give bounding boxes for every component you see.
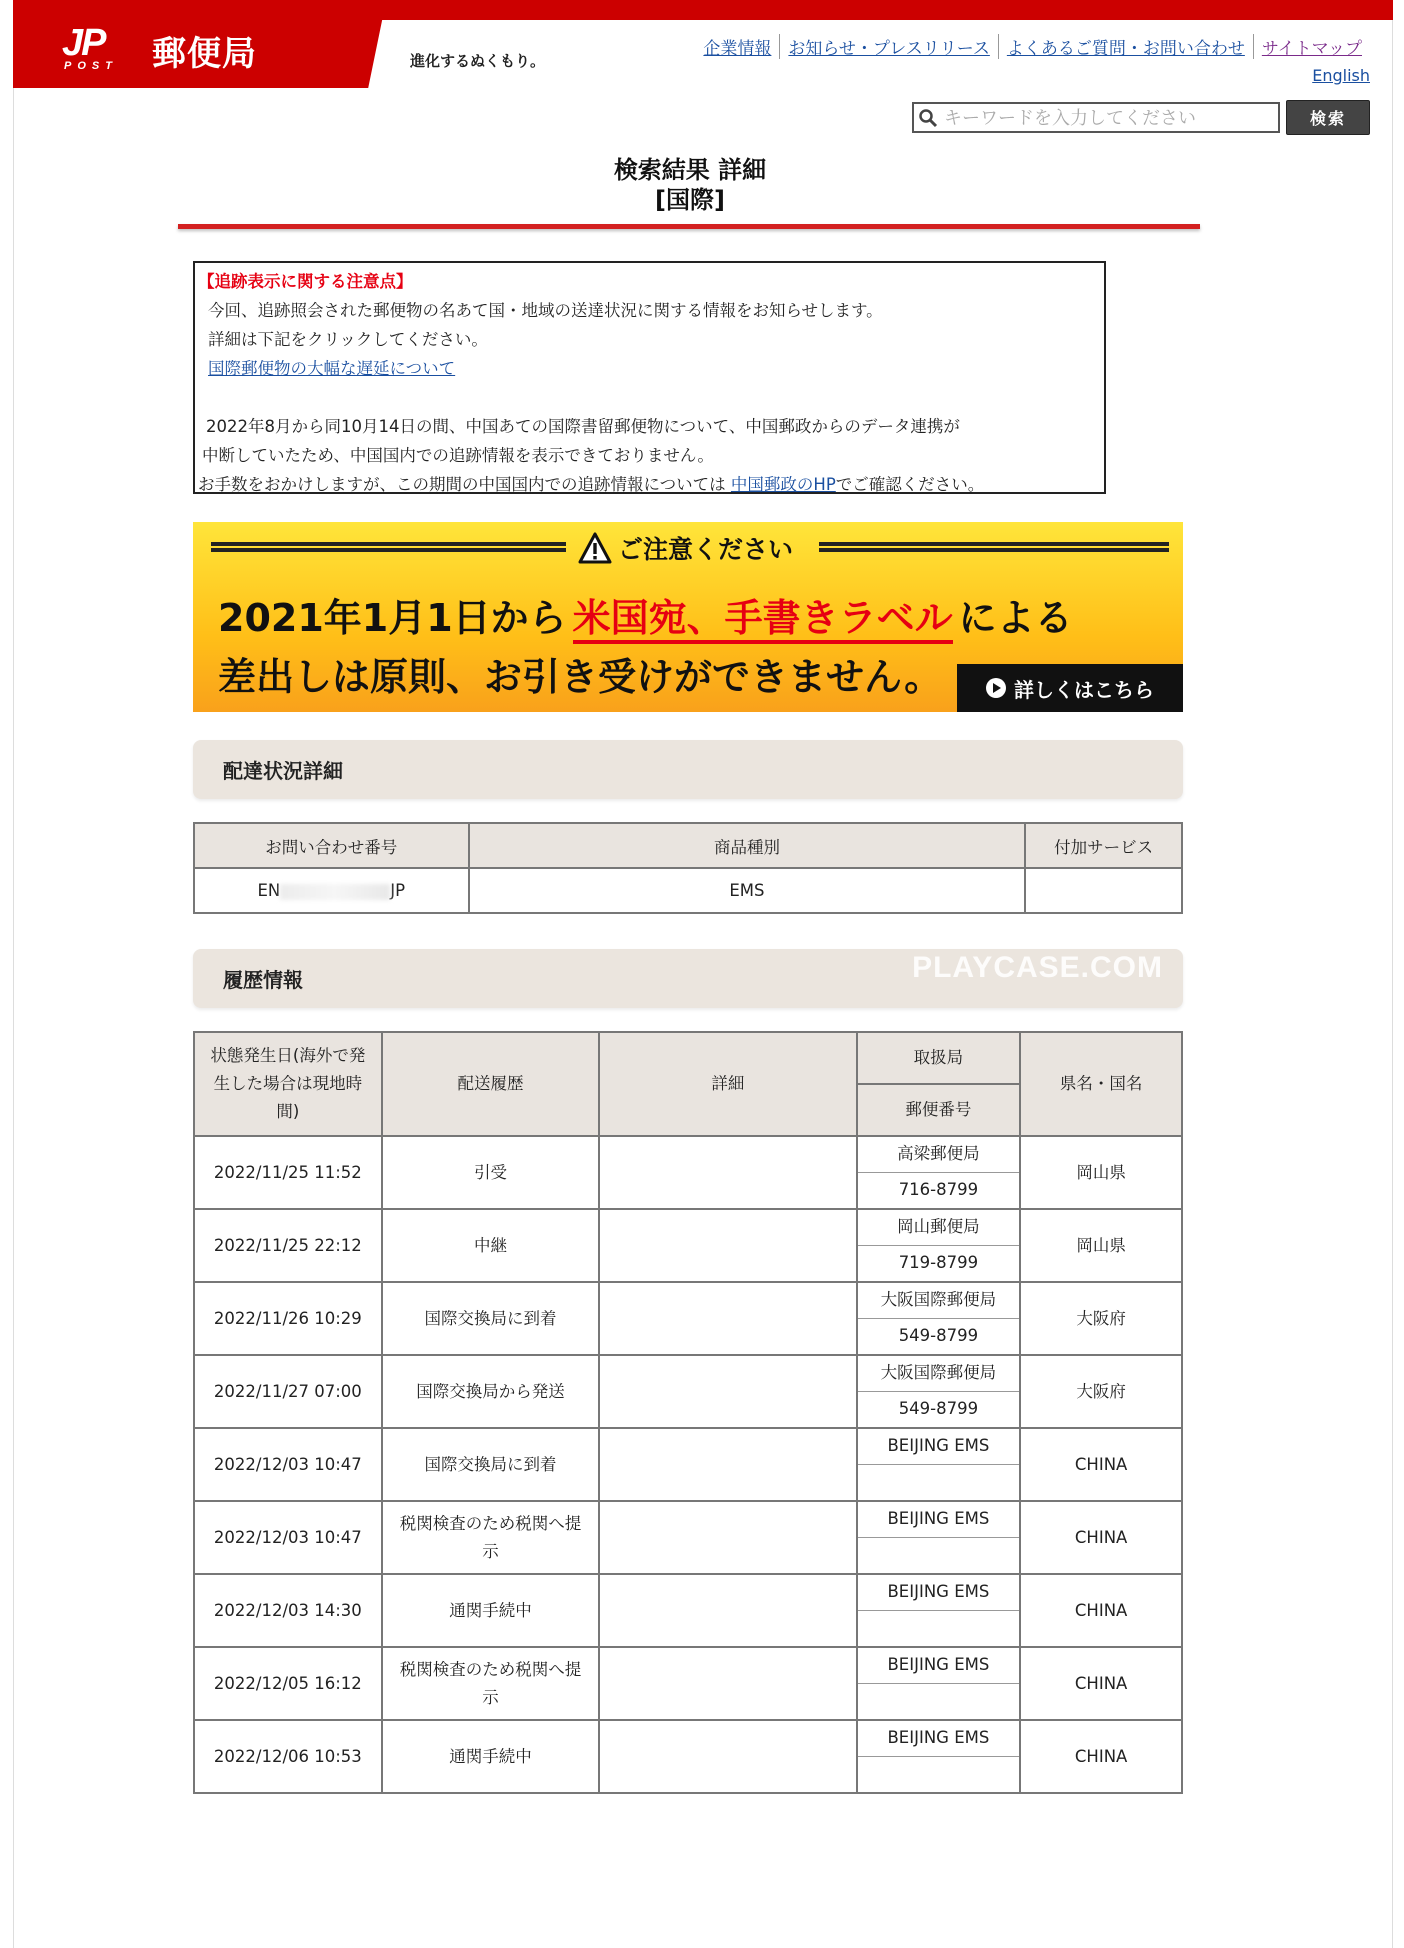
history-row bbox=[194, 1428, 1182, 1464]
row-region: 岡山県 bbox=[1020, 1136, 1182, 1209]
row-zip bbox=[857, 1683, 1021, 1720]
header-status: 配送履歴 bbox=[382, 1032, 600, 1136]
banner-stripe-right bbox=[819, 542, 1169, 552]
product-type: EMS bbox=[469, 868, 1026, 913]
row-status: 税関検査のため税関へ提示 bbox=[382, 1647, 600, 1720]
notice-line3: 2022年8月から同10月14日の間、中国あての国際書留郵便物について、中国郵政からのデータ連携が bbox=[206, 417, 960, 436]
row-detail bbox=[599, 1501, 856, 1574]
history-heading bbox=[193, 949, 1183, 1008]
row-date: 2022/12/03 14:30 bbox=[194, 1574, 382, 1647]
notice-line5-pre: お手数をおかけしますが、この期間の中国国内での追跡情報については bbox=[198, 475, 726, 494]
page-title bbox=[178, 155, 1202, 215]
history-row bbox=[194, 1720, 1182, 1756]
delivery-summary-table bbox=[193, 822, 1183, 914]
row-office: BEIJING EMS bbox=[857, 1720, 1021, 1756]
nav-link-sitemap[interactable]: サイトマップ bbox=[1253, 34, 1370, 59]
row-zip bbox=[857, 1464, 1021, 1501]
row-detail bbox=[599, 1355, 856, 1428]
page-title-line2: [国際] bbox=[655, 186, 725, 214]
row-status: 税関検査のため税関へ提示 bbox=[382, 1501, 600, 1574]
search-icon bbox=[918, 108, 938, 128]
row-office: BEIJING EMS bbox=[857, 1501, 1021, 1537]
row-zip: 549-8799 bbox=[857, 1391, 1021, 1428]
row-office: 高梁郵便局 bbox=[857, 1136, 1021, 1172]
row-zip bbox=[857, 1537, 1021, 1574]
row-status: 国際交換局から発送 bbox=[382, 1355, 600, 1428]
jp-post-logo-mark[interactable]: JP bbox=[62, 22, 105, 64]
row-zip: 549-8799 bbox=[857, 1318, 1021, 1355]
row-region: 大阪府 bbox=[1020, 1355, 1182, 1428]
row-office: BEIJING EMS bbox=[857, 1647, 1021, 1683]
notice-line5-post: でご確認ください。 bbox=[835, 475, 985, 494]
history-row bbox=[194, 1209, 1182, 1245]
row-zip: 719-8799 bbox=[857, 1245, 1021, 1282]
banner-line1-highlight: 米国宛、手書きラベル bbox=[573, 596, 953, 644]
header-office: 取扱局 bbox=[857, 1032, 1021, 1084]
row-zip: 716-8799 bbox=[857, 1172, 1021, 1209]
banner-caution-text: ご注意ください bbox=[618, 535, 794, 564]
row-detail bbox=[599, 1720, 856, 1793]
history-heading-text: 履歴情報 bbox=[223, 968, 303, 992]
row-office: 岡山郵便局 bbox=[857, 1209, 1021, 1245]
notice-delay-link[interactable]: 国際郵便物の大幅な遅延について bbox=[208, 359, 456, 378]
banner-more-label: 詳しくはこちら bbox=[1014, 677, 1154, 702]
row-status: 国際交換局に到着 bbox=[382, 1282, 600, 1355]
banner-caution bbox=[578, 530, 793, 566]
row-office: 大阪国際郵便局 bbox=[857, 1355, 1021, 1391]
header-date: 状態発生日(海外で発生した場合は現地時間) bbox=[194, 1032, 382, 1136]
history-row bbox=[194, 1574, 1182, 1610]
nav-link-faq[interactable]: よくあるご質問・お問い合わせ bbox=[998, 34, 1253, 59]
header-region: 県名・国名 bbox=[1020, 1032, 1182, 1136]
warning-icon bbox=[578, 532, 612, 564]
history-body bbox=[194, 1136, 1182, 1793]
banner-line1 bbox=[218, 587, 1073, 642]
header-additional-service: 付加サービス bbox=[1025, 823, 1182, 868]
banner-line2: 差出しは原則、お引き受けができません。 bbox=[218, 655, 943, 699]
row-detail bbox=[599, 1136, 856, 1209]
row-zip bbox=[857, 1610, 1021, 1647]
delivery-status-heading bbox=[193, 740, 1183, 799]
english-link[interactable]: English bbox=[1312, 66, 1370, 85]
notice-line5 bbox=[198, 470, 1102, 499]
header-tracking-number: お問い合わせ番号 bbox=[194, 823, 469, 868]
history-header-row bbox=[194, 1032, 1182, 1084]
page-title-line1: 検索結果 詳細 bbox=[613, 156, 767, 184]
history-row bbox=[194, 1282, 1182, 1318]
post-logo-text: POST bbox=[64, 60, 118, 72]
row-detail bbox=[599, 1647, 856, 1720]
tagline: 進化するぬくもり。 bbox=[410, 52, 546, 70]
summary-row bbox=[194, 868, 1182, 913]
row-date: 2022/12/05 16:12 bbox=[194, 1647, 382, 1720]
row-region: CHINA bbox=[1020, 1720, 1182, 1793]
row-region: CHINA bbox=[1020, 1647, 1182, 1720]
header-product-type: 商品種別 bbox=[469, 823, 1026, 868]
tracking-suffix: JP bbox=[390, 881, 406, 900]
row-date: 2022/12/06 10:53 bbox=[194, 1720, 382, 1793]
additional-service bbox=[1025, 868, 1182, 913]
row-region: CHINA bbox=[1020, 1501, 1182, 1574]
row-detail bbox=[599, 1574, 856, 1647]
search-button[interactable]: 検索 bbox=[1286, 100, 1370, 135]
banner-line1-pre: 2021年1月1日から bbox=[218, 596, 567, 640]
row-status: 引受 bbox=[382, 1136, 600, 1209]
banner-more-button[interactable] bbox=[957, 664, 1183, 712]
row-office: BEIJING EMS bbox=[857, 1428, 1021, 1464]
history-row bbox=[194, 1136, 1182, 1172]
row-region: 大阪府 bbox=[1020, 1282, 1182, 1355]
row-office: 大阪国際郵便局 bbox=[857, 1282, 1021, 1318]
history-row bbox=[194, 1355, 1182, 1391]
tracking-prefix: EN bbox=[257, 881, 281, 900]
tracking-notice-box bbox=[193, 261, 1106, 494]
row-date: 2022/11/26 10:29 bbox=[194, 1282, 382, 1355]
history-table bbox=[193, 1031, 1183, 1794]
nav-link-company[interactable]: 企業情報 bbox=[703, 39, 772, 59]
row-status: 国際交換局に到着 bbox=[382, 1428, 600, 1501]
tracking-number bbox=[194, 868, 469, 913]
nav-link-news[interactable]: お知らせ・プレスリリース bbox=[779, 34, 997, 59]
notice-line4: 中断していたため、中国国内での追跡情報を表示できておりません。 bbox=[202, 446, 714, 465]
row-date: 2022/11/25 11:52 bbox=[194, 1136, 382, 1209]
row-date: 2022/12/03 10:47 bbox=[194, 1428, 382, 1501]
row-detail bbox=[599, 1282, 856, 1355]
title-divider bbox=[178, 224, 1200, 229]
watermark: PLAYCASE.COM bbox=[912, 951, 1163, 984]
tracking-redacted bbox=[280, 884, 390, 900]
row-status: 中継 bbox=[382, 1209, 600, 1282]
row-status: 通関手続中 bbox=[382, 1574, 600, 1647]
header-detail: 詳細 bbox=[599, 1032, 856, 1136]
row-detail bbox=[599, 1428, 856, 1501]
banner-stripe-left bbox=[211, 542, 566, 552]
row-date: 2022/12/03 10:47 bbox=[194, 1501, 382, 1574]
delivery-status-heading-text: 配達状況詳細 bbox=[223, 759, 343, 783]
row-date: 2022/11/27 07:00 bbox=[194, 1355, 382, 1428]
search-box bbox=[912, 102, 1280, 133]
row-detail bbox=[599, 1209, 856, 1282]
china-post-link[interactable]: 中国郵政のHP bbox=[730, 475, 836, 494]
brand-name[interactable]: 郵便局 bbox=[152, 34, 257, 74]
row-date: 2022/11/25 22:12 bbox=[194, 1209, 382, 1282]
banner-line1-post: による bbox=[958, 596, 1073, 640]
row-region: CHINA bbox=[1020, 1428, 1182, 1501]
row-status: 通関手続中 bbox=[382, 1720, 600, 1793]
row-zip bbox=[857, 1756, 1021, 1793]
row-region: CHINA bbox=[1020, 1574, 1182, 1647]
header-zip: 郵便番号 bbox=[857, 1084, 1021, 1136]
search-input[interactable] bbox=[944, 106, 1274, 130]
arrow-circle-icon bbox=[986, 678, 1006, 698]
notice-line1: 今回、追跡照会された郵便物の名あて国・地域の送達状況に関する情報をお知らせします。 bbox=[208, 301, 883, 320]
notice-line2: 詳細は下記をクリックしてください。 bbox=[208, 330, 488, 349]
us-label-notice-banner[interactable] bbox=[193, 522, 1183, 712]
notice-title: 【追跡表示に関する注意点】 bbox=[198, 272, 413, 291]
row-region: 岡山県 bbox=[1020, 1209, 1182, 1282]
row-office: BEIJING EMS bbox=[857, 1574, 1021, 1610]
top-navigation bbox=[695, 34, 1370, 59]
history-row bbox=[194, 1501, 1182, 1537]
summary-header-row bbox=[194, 823, 1182, 868]
history-row bbox=[194, 1647, 1182, 1683]
